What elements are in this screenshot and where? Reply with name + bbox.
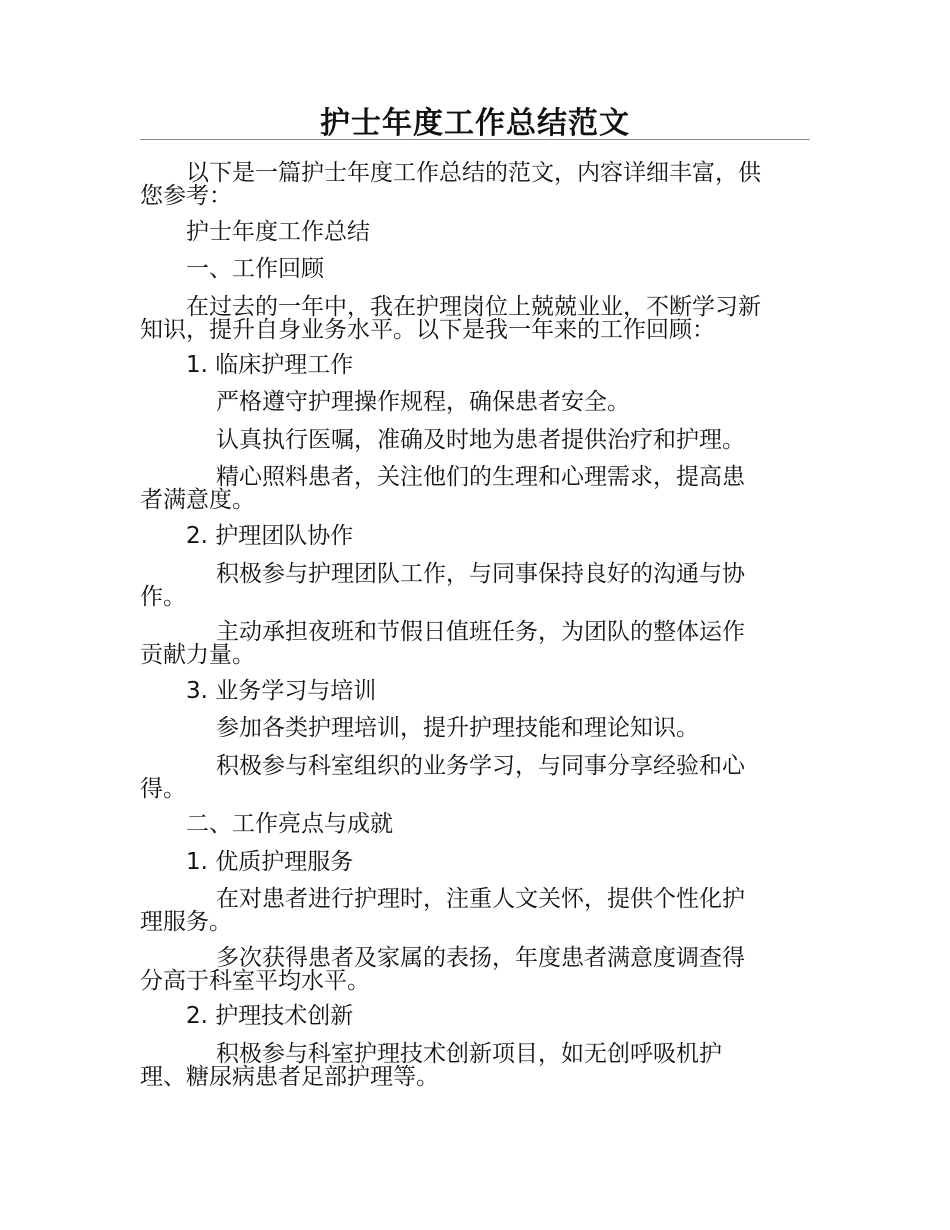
list-item bbox=[140, 717, 810, 740]
paragraph-line: 者满意度。 bbox=[140, 487, 255, 513]
list-item bbox=[140, 563, 810, 609]
list-item bbox=[140, 755, 810, 801]
list-item bbox=[140, 1043, 810, 1089]
subsection-heading bbox=[140, 354, 810, 377]
subsection-heading bbox=[140, 1005, 810, 1028]
paragraph-line: 得。 bbox=[140, 776, 186, 802]
section-subtitle bbox=[140, 221, 810, 244]
paragraph-line: 积极参与科室护理技术创新项目，如无创呼吸机护 bbox=[216, 1041, 722, 1067]
paragraph-line: 知识，提升自身业务水平。以下是我一年来的工作回顾： bbox=[140, 317, 715, 343]
paragraph-line: 贡献力量。 bbox=[140, 642, 255, 668]
paragraph-line: 认真执行医嘱，准确及时地为患者提供治疗和护理。 bbox=[216, 427, 745, 453]
section-heading bbox=[140, 258, 810, 281]
paragraph-line: 精心照料患者，关注他们的生理和心理需求，提高患 bbox=[216, 464, 745, 490]
subsection-heading bbox=[140, 680, 810, 703]
paragraph-line: 分高于科室平均水平。 bbox=[140, 968, 370, 994]
paragraph-line: 一、工作回顾 bbox=[186, 256, 324, 282]
paragraph-line: 理服务。 bbox=[140, 909, 232, 935]
list-item bbox=[140, 466, 810, 512]
paragraph-line: 1. 优质护理服务 bbox=[186, 849, 354, 875]
paragraph-line: 严格遵守护理操作规程，确保患者安全。 bbox=[216, 389, 630, 415]
paragraph-line: 积极参与科室组织的业务学习，与同事分享经验和心 bbox=[216, 753, 745, 779]
paragraph-line: 3. 业务学习与培训 bbox=[186, 678, 377, 704]
paragraph-line: 主动承担夜班和节假日值班任务，为团队的整体运作 bbox=[216, 619, 745, 645]
body-paragraph bbox=[140, 296, 810, 342]
paragraph-line: 在过去的一年中，我在护理岗位上兢兢业业，不断学习新 bbox=[186, 294, 761, 320]
paragraph-line: 在对患者进行护理时，注重人文关怀，提供个性化护 bbox=[216, 886, 745, 912]
paragraph-line: 护士年度工作总结 bbox=[186, 219, 370, 245]
paragraph-line: 2. 护理团队协作 bbox=[186, 523, 354, 549]
paragraph-line: 理、糖尿病患者足部护理等。 bbox=[140, 1064, 439, 1090]
paragraph-line: 积极参与护理团队工作，与同事保持良好的沟通与协 bbox=[216, 561, 745, 587]
list-item bbox=[140, 429, 810, 452]
paragraph-line: 2. 护理技术创新 bbox=[186, 1003, 354, 1029]
paragraph-line: 参加各类护理培训，提升护理技能和理论知识。 bbox=[216, 715, 699, 741]
paragraph-line: 您参考： bbox=[140, 183, 232, 209]
section-heading bbox=[140, 813, 810, 836]
list-item bbox=[140, 391, 810, 414]
subsection-heading bbox=[140, 851, 810, 874]
paragraph-line: 二、工作亮点与成就 bbox=[186, 811, 393, 837]
paragraph-line: 1. 临床护理工作 bbox=[186, 352, 354, 378]
document-title: 护士年度工作总结范文 bbox=[320, 106, 630, 141]
paragraph-line: 以下是一篇护士年度工作总结的范文，内容详细丰富，供 bbox=[186, 160, 761, 186]
list-item bbox=[140, 621, 810, 667]
list-item bbox=[140, 888, 810, 934]
paragraph-line: 作。 bbox=[140, 584, 186, 610]
intro-paragraph bbox=[140, 162, 810, 208]
paragraph-line: 多次获得患者及家属的表扬，年度患者满意度调查得 bbox=[216, 945, 745, 971]
title-underline bbox=[140, 139, 810, 140]
list-item bbox=[140, 947, 810, 993]
subsection-heading bbox=[140, 525, 810, 548]
